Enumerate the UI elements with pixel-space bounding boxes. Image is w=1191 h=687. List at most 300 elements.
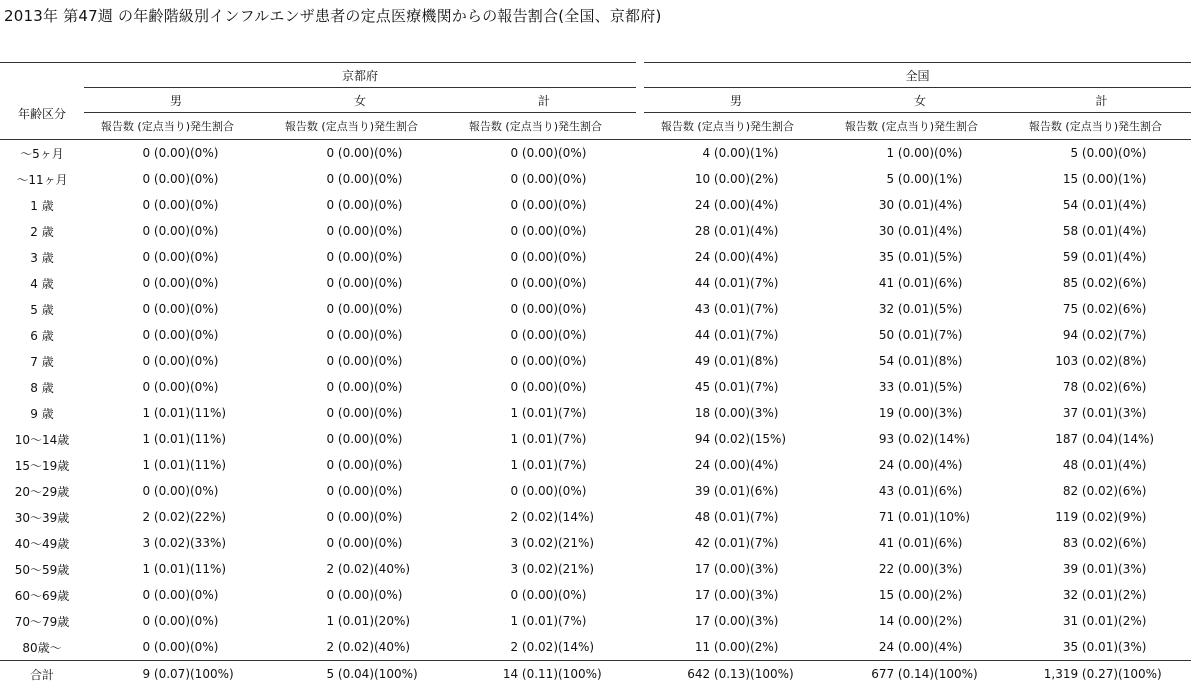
rate-cell: (2%)	[1118, 608, 1191, 634]
rate-cell: (4%)	[934, 192, 1012, 218]
report-count-cell: 0 (0.00)	[84, 218, 190, 244]
rate-cell: (5%)	[934, 296, 1012, 322]
report-count-cell: 0 (0.00)	[452, 192, 558, 218]
rate-cell: (0%)	[374, 478, 452, 504]
report-count-cell: 18 (0.00)	[644, 400, 750, 426]
rate-cell: (100%)	[374, 661, 452, 687]
report-count-cell: 94 (0.02)	[644, 426, 750, 452]
report-count-cell: 19 (0.00)	[828, 400, 934, 426]
report-count-cell: 35 (0.01)	[1012, 634, 1118, 661]
rate-cell: (15%)	[750, 426, 828, 452]
report-count-cell: 41 (0.01)	[828, 270, 934, 296]
report-count-cell: 0 (0.00)	[452, 348, 558, 374]
rate-cell: (8%)	[934, 348, 1012, 374]
column-gap	[636, 244, 644, 270]
rate-cell: (0%)	[190, 218, 268, 244]
table-row	[0, 296, 1191, 322]
age-label: 1 歳	[0, 192, 84, 218]
rate-cell: (4%)	[934, 452, 1012, 478]
rate-cell: (0%)	[558, 218, 636, 244]
report-count-cell: 0 (0.00)	[84, 348, 190, 374]
report-count-cell: 45 (0.01)	[644, 374, 750, 400]
report-count-cell: 3 (0.02)	[84, 530, 190, 556]
rate-cell: (100%)	[1118, 661, 1191, 687]
report-count-cell: 17 (0.00)	[644, 608, 750, 634]
sub-header-rate: 発生割合	[1118, 113, 1191, 140]
table-row	[0, 582, 1191, 608]
rate-cell: (0%)	[374, 140, 452, 167]
age-label: 2 歳	[0, 218, 84, 244]
report-count-cell: 1 (0.01)	[84, 556, 190, 582]
age-label: 20～29歳	[0, 478, 84, 504]
report-count-cell: 0 (0.00)	[84, 140, 190, 167]
rate-cell: (4%)	[750, 452, 828, 478]
rate-cell: (20%)	[374, 608, 452, 634]
rate-cell: (6%)	[1118, 530, 1191, 556]
column-gap	[636, 270, 644, 296]
table-row	[0, 192, 1191, 218]
report-count-cell: 677 (0.14)	[828, 661, 934, 687]
rate-cell: (8%)	[750, 348, 828, 374]
report-count-cell: 2 (0.02)	[84, 504, 190, 530]
column-gap	[636, 400, 644, 426]
rate-cell: (8%)	[1118, 348, 1191, 374]
report-count-cell: 0 (0.00)	[84, 478, 190, 504]
report-count-cell: 39 (0.01)	[644, 478, 750, 504]
rate-cell: (3%)	[934, 400, 1012, 426]
rate-cell: (0%)	[1118, 140, 1191, 167]
sub-header-rate: 発生割合	[374, 113, 452, 140]
rate-cell: (10%)	[934, 504, 1012, 530]
column-gap	[636, 582, 644, 608]
table-row	[0, 556, 1191, 582]
rate-cell: (0%)	[558, 582, 636, 608]
report-count-cell: 642 (0.13)	[644, 661, 750, 687]
rate-cell: (0%)	[558, 348, 636, 374]
report-count-cell: 0 (0.00)	[268, 218, 374, 244]
rate-cell: (4%)	[1118, 218, 1191, 244]
report-count-cell: 24 (0.00)	[644, 192, 750, 218]
rate-cell: (6%)	[750, 478, 828, 504]
column-gap	[636, 374, 644, 400]
rate-cell: (0%)	[374, 296, 452, 322]
rate-cell: (3%)	[750, 608, 828, 634]
rate-cell: (5%)	[934, 244, 1012, 270]
table-row	[0, 504, 1191, 530]
rate-cell: (0%)	[190, 374, 268, 400]
rate-cell: (2%)	[750, 166, 828, 192]
sex-header-national-female: 女	[828, 88, 1012, 113]
rate-cell: (11%)	[190, 556, 268, 582]
column-gap	[636, 322, 644, 348]
rate-cell: (0%)	[374, 504, 452, 530]
report-count-cell: 0 (0.00)	[452, 296, 558, 322]
report-count-cell: 3 (0.02)	[452, 556, 558, 582]
rate-cell: (2%)	[750, 634, 828, 661]
report-count-cell: 30 (0.01)	[828, 218, 934, 244]
report-count-cell: 1 (0.01)	[452, 400, 558, 426]
age-label: 9 歳	[0, 400, 84, 426]
rate-cell: (0%)	[190, 244, 268, 270]
age-label: 80歳～	[0, 634, 84, 661]
rate-cell: (3%)	[1118, 634, 1191, 661]
report-count-cell: 1 (0.01)	[84, 400, 190, 426]
report-count-cell: 1 (0.01)	[84, 426, 190, 452]
sub-header-rate: 発生割合	[934, 113, 1012, 140]
report-count-cell: 78 (0.02)	[1012, 374, 1118, 400]
rate-cell: (3%)	[1118, 400, 1191, 426]
report-count-cell: 0 (0.00)	[268, 166, 374, 192]
rate-cell: (0%)	[190, 348, 268, 374]
age-label: ～5ヶ月	[0, 140, 84, 167]
rate-cell: (7%)	[934, 322, 1012, 348]
rate-cell: (7%)	[750, 270, 828, 296]
table-row	[0, 244, 1191, 270]
report-count-cell: 0 (0.00)	[84, 634, 190, 661]
report-count-cell: 71 (0.01)	[828, 504, 934, 530]
rate-cell: (2%)	[1118, 582, 1191, 608]
report-count-cell: 39 (0.01)	[1012, 556, 1118, 582]
column-gap	[636, 218, 644, 244]
column-gap	[636, 140, 644, 167]
rate-cell: (3%)	[750, 582, 828, 608]
report-count-cell: 24 (0.00)	[644, 244, 750, 270]
rate-cell: (100%)	[934, 661, 1012, 687]
report-count-cell: 0 (0.00)	[268, 322, 374, 348]
rate-cell: (7%)	[750, 296, 828, 322]
column-gap	[636, 296, 644, 322]
sub-gap	[636, 113, 644, 140]
report-count-cell: 54 (0.01)	[1012, 192, 1118, 218]
rate-cell: (22%)	[190, 504, 268, 530]
sex-header-kyoto-total: 計	[452, 88, 636, 113]
table-row	[0, 270, 1191, 296]
rate-cell: (7%)	[558, 608, 636, 634]
rate-cell: (4%)	[1118, 244, 1191, 270]
report-count-cell: 1 (0.01)	[452, 426, 558, 452]
rate-cell: (14%)	[558, 634, 636, 661]
sub-header-rate: 発生割合	[750, 113, 828, 140]
rate-cell: (40%)	[374, 634, 452, 661]
report-count-cell: 0 (0.00)	[84, 608, 190, 634]
sex-header-national-total: 計	[1012, 88, 1191, 113]
rate-cell: (0%)	[190, 166, 268, 192]
column-gap	[636, 478, 644, 504]
table-row	[0, 426, 1191, 452]
report-count-cell: 1,319 (0.27)	[1012, 661, 1118, 687]
age-label: 70～79歳	[0, 608, 84, 634]
table-row	[0, 322, 1191, 348]
column-gap	[636, 348, 644, 374]
report-count-cell: 3 (0.02)	[452, 530, 558, 556]
report-count-cell: 58 (0.01)	[1012, 218, 1118, 244]
sub-header-count: 報告数 (定点当り)	[644, 113, 750, 140]
rate-cell: (11%)	[190, 426, 268, 452]
column-gap	[636, 452, 644, 478]
age-label: 5 歳	[0, 296, 84, 322]
rate-cell: (1%)	[750, 140, 828, 167]
table-row	[0, 348, 1191, 374]
rate-cell: (0%)	[190, 478, 268, 504]
table-row	[0, 400, 1191, 426]
rate-cell: (0%)	[374, 244, 452, 270]
report-count-cell: 0 (0.00)	[452, 478, 558, 504]
sub-header-rate: 発生割合	[558, 113, 636, 140]
report-count-cell: 0 (0.00)	[84, 244, 190, 270]
report-count-cell: 24 (0.00)	[828, 452, 934, 478]
sex-header-kyoto-male: 男	[84, 88, 268, 113]
report-count-cell: 75 (0.02)	[1012, 296, 1118, 322]
rate-cell: (100%)	[558, 661, 636, 687]
report-count-cell: 0 (0.00)	[268, 452, 374, 478]
report-count-cell: 2 (0.02)	[268, 556, 374, 582]
rate-cell: (7%)	[750, 504, 828, 530]
report-count-cell: 0 (0.00)	[84, 270, 190, 296]
sub-header-count: 報告数 (定点当り)	[268, 113, 374, 140]
report-count-cell: 48 (0.01)	[1012, 452, 1118, 478]
sub-header-rate: 発生割合	[190, 113, 268, 140]
rate-cell: (0%)	[190, 192, 268, 218]
rate-cell: (100%)	[190, 661, 268, 687]
rate-cell: (0%)	[558, 244, 636, 270]
region-header-national: 全国	[644, 63, 1191, 88]
report-count-cell: 4 (0.00)	[644, 140, 750, 167]
report-count-cell: 0 (0.00)	[84, 166, 190, 192]
rate-cell: (0%)	[190, 270, 268, 296]
report-count-cell: 49 (0.01)	[644, 348, 750, 374]
rate-cell: (6%)	[934, 478, 1012, 504]
report-count-cell: 48 (0.01)	[644, 504, 750, 530]
rate-cell: (0%)	[374, 374, 452, 400]
report-count-cell: 59 (0.01)	[1012, 244, 1118, 270]
column-gap	[636, 661, 644, 687]
report-count-cell: 22 (0.00)	[828, 556, 934, 582]
column-gap	[636, 556, 644, 582]
rate-cell: (0%)	[374, 218, 452, 244]
rate-cell: (11%)	[190, 400, 268, 426]
report-count-cell: 0 (0.00)	[268, 582, 374, 608]
age-label: 60～69歳	[0, 582, 84, 608]
rate-cell: (0%)	[190, 582, 268, 608]
rate-cell: (4%)	[750, 218, 828, 244]
age-label: 合計	[0, 661, 84, 687]
report-count-cell: 0 (0.00)	[268, 296, 374, 322]
report-count-cell: 0 (0.00)	[268, 530, 374, 556]
rate-cell: (0%)	[558, 478, 636, 504]
sex-header-national-male: 男	[644, 88, 828, 113]
report-count-cell: 0 (0.00)	[268, 478, 374, 504]
report-count-cell: 0 (0.00)	[268, 244, 374, 270]
rate-cell: (9%)	[1118, 504, 1191, 530]
report-count-cell: 0 (0.00)	[268, 426, 374, 452]
region-gap	[636, 63, 644, 88]
report-count-cell: 0 (0.00)	[268, 348, 374, 374]
rate-cell: (0%)	[190, 322, 268, 348]
table-row	[0, 478, 1191, 504]
table-row	[0, 218, 1191, 244]
report-count-cell: 41 (0.01)	[828, 530, 934, 556]
age-label: 8 歳	[0, 374, 84, 400]
rate-cell: (21%)	[558, 530, 636, 556]
age-label: 6 歳	[0, 322, 84, 348]
rate-cell: (0%)	[374, 400, 452, 426]
rate-cell: (0%)	[374, 270, 452, 296]
report-count-cell: 17 (0.00)	[644, 582, 750, 608]
report-count-cell: 5 (0.04)	[268, 661, 374, 687]
rate-cell: (11%)	[190, 452, 268, 478]
report-count-cell: 119 (0.02)	[1012, 504, 1118, 530]
report-count-cell: 0 (0.00)	[84, 296, 190, 322]
report-count-cell: 5 (0.00)	[1012, 140, 1118, 167]
rate-cell: (6%)	[1118, 296, 1191, 322]
table-row	[0, 452, 1191, 478]
report-count-cell: 0 (0.00)	[268, 374, 374, 400]
report-count-cell: 30 (0.01)	[828, 192, 934, 218]
report-count-cell: 0 (0.00)	[84, 374, 190, 400]
influenza-report-table	[0, 62, 1191, 687]
rate-cell: (1%)	[1118, 166, 1191, 192]
age-label: 3 歳	[0, 244, 84, 270]
report-count-cell: 37 (0.01)	[1012, 400, 1118, 426]
report-count-cell: 0 (0.00)	[84, 192, 190, 218]
report-count-cell: 2 (0.02)	[452, 504, 558, 530]
table-row	[0, 634, 1191, 661]
rate-cell: (3%)	[1118, 556, 1191, 582]
rate-cell: (0%)	[558, 322, 636, 348]
report-count-cell: 1 (0.01)	[452, 608, 558, 634]
rate-cell: (7%)	[558, 452, 636, 478]
rate-cell: (14%)	[934, 426, 1012, 452]
rate-cell: (14%)	[558, 504, 636, 530]
column-gap	[636, 530, 644, 556]
sub-header-count: 報告数 (定点当り)	[452, 113, 558, 140]
sex-gap	[636, 88, 644, 113]
sub-header-count: 報告数 (定点当り)	[84, 113, 190, 140]
report-count-cell: 44 (0.01)	[644, 322, 750, 348]
report-count-cell: 15 (0.00)	[1012, 166, 1118, 192]
rate-cell: (7%)	[750, 374, 828, 400]
report-count-cell: 0 (0.00)	[84, 582, 190, 608]
column-gap	[636, 504, 644, 530]
report-count-cell: 2 (0.02)	[268, 634, 374, 661]
age-column-header: 年齢区分	[0, 88, 84, 140]
table-body	[0, 140, 1191, 687]
rate-cell: (6%)	[1118, 270, 1191, 296]
rate-cell: (0%)	[190, 608, 268, 634]
report-count-cell: 31 (0.01)	[1012, 608, 1118, 634]
report-count-cell: 54 (0.01)	[828, 348, 934, 374]
rate-cell: (6%)	[1118, 478, 1191, 504]
report-count-cell: 1 (0.00)	[828, 140, 934, 167]
rate-cell: (0%)	[374, 322, 452, 348]
rate-cell: (1%)	[934, 166, 1012, 192]
report-count-cell: 17 (0.00)	[644, 556, 750, 582]
rate-cell: (7%)	[558, 426, 636, 452]
rate-cell: (0%)	[374, 452, 452, 478]
rate-cell: (6%)	[934, 270, 1012, 296]
rate-cell: (4%)	[750, 192, 828, 218]
report-count-cell: 85 (0.02)	[1012, 270, 1118, 296]
age-label: ～11ヶ月	[0, 166, 84, 192]
total-row	[0, 661, 1191, 687]
rate-cell: (0%)	[558, 192, 636, 218]
report-count-cell: 0 (0.00)	[268, 504, 374, 530]
report-count-cell: 9 (0.07)	[84, 661, 190, 687]
rate-cell: (0%)	[374, 348, 452, 374]
page-title: 2013年 第47週 の年齢階級別インフルエンザ患者の定点医療機関からの報告割合(全国、京都府)	[4, 5, 662, 26]
report-count-cell: 0 (0.00)	[452, 374, 558, 400]
report-count-cell: 93 (0.02)	[828, 426, 934, 452]
rate-cell: (4%)	[934, 218, 1012, 244]
report-count-cell: 44 (0.01)	[644, 270, 750, 296]
report-count-cell: 83 (0.02)	[1012, 530, 1118, 556]
age-label: 7 歳	[0, 348, 84, 374]
table-row	[0, 530, 1191, 556]
report-count-cell: 1 (0.01)	[84, 452, 190, 478]
rate-cell: (4%)	[750, 244, 828, 270]
rate-cell: (7%)	[750, 530, 828, 556]
report-count-cell: 0 (0.00)	[452, 322, 558, 348]
report-count-cell: 10 (0.00)	[644, 166, 750, 192]
report-count-cell: 5 (0.00)	[828, 166, 934, 192]
rate-cell: (0%)	[374, 166, 452, 192]
rate-cell: (100%)	[750, 661, 828, 687]
sub-header-count: 報告数 (定点当り)	[828, 113, 934, 140]
report-count-cell: 24 (0.00)	[828, 634, 934, 661]
rate-cell: (3%)	[750, 400, 828, 426]
report-count-cell: 43 (0.01)	[644, 296, 750, 322]
rate-cell: (2%)	[934, 582, 1012, 608]
report-count-cell: 0 (0.00)	[452, 270, 558, 296]
column-gap	[636, 192, 644, 218]
age-label: 4 歳	[0, 270, 84, 296]
rate-cell: (40%)	[374, 556, 452, 582]
report-count-cell: 24 (0.00)	[644, 452, 750, 478]
rate-cell: (14%)	[1118, 426, 1191, 452]
report-count-cell: 43 (0.01)	[828, 478, 934, 504]
report-count-cell: 50 (0.01)	[828, 322, 934, 348]
age-label: 15～19歳	[0, 452, 84, 478]
table-row	[0, 608, 1191, 634]
report-count-cell: 32 (0.01)	[1012, 582, 1118, 608]
age-label: 50～59歳	[0, 556, 84, 582]
column-gap	[636, 608, 644, 634]
column-gap	[636, 634, 644, 661]
report-count-cell: 15 (0.00)	[828, 582, 934, 608]
report-count-cell: 14 (0.00)	[828, 608, 934, 634]
report-count-cell: 0 (0.00)	[452, 140, 558, 167]
column-gap	[636, 166, 644, 192]
rate-cell: (7%)	[1118, 322, 1191, 348]
sub-header-count: 報告数 (定点当り)	[1012, 113, 1118, 140]
rate-cell: (7%)	[558, 400, 636, 426]
rate-cell: (2%)	[934, 608, 1012, 634]
report-count-cell: 11 (0.00)	[644, 634, 750, 661]
rate-cell: (0%)	[190, 296, 268, 322]
report-count-cell: 0 (0.00)	[452, 166, 558, 192]
rate-cell: (0%)	[374, 582, 452, 608]
rate-cell: (0%)	[190, 634, 268, 661]
report-count-cell: 0 (0.00)	[452, 582, 558, 608]
age-label: 30～39歳	[0, 504, 84, 530]
report-count-cell: 1 (0.01)	[268, 608, 374, 634]
report-count-cell: 0 (0.00)	[268, 270, 374, 296]
report-count-cell: 0 (0.00)	[268, 140, 374, 167]
rate-cell: (0%)	[190, 140, 268, 167]
rate-cell: (0%)	[558, 140, 636, 167]
report-count-cell: 28 (0.01)	[644, 218, 750, 244]
rate-cell: (21%)	[558, 556, 636, 582]
